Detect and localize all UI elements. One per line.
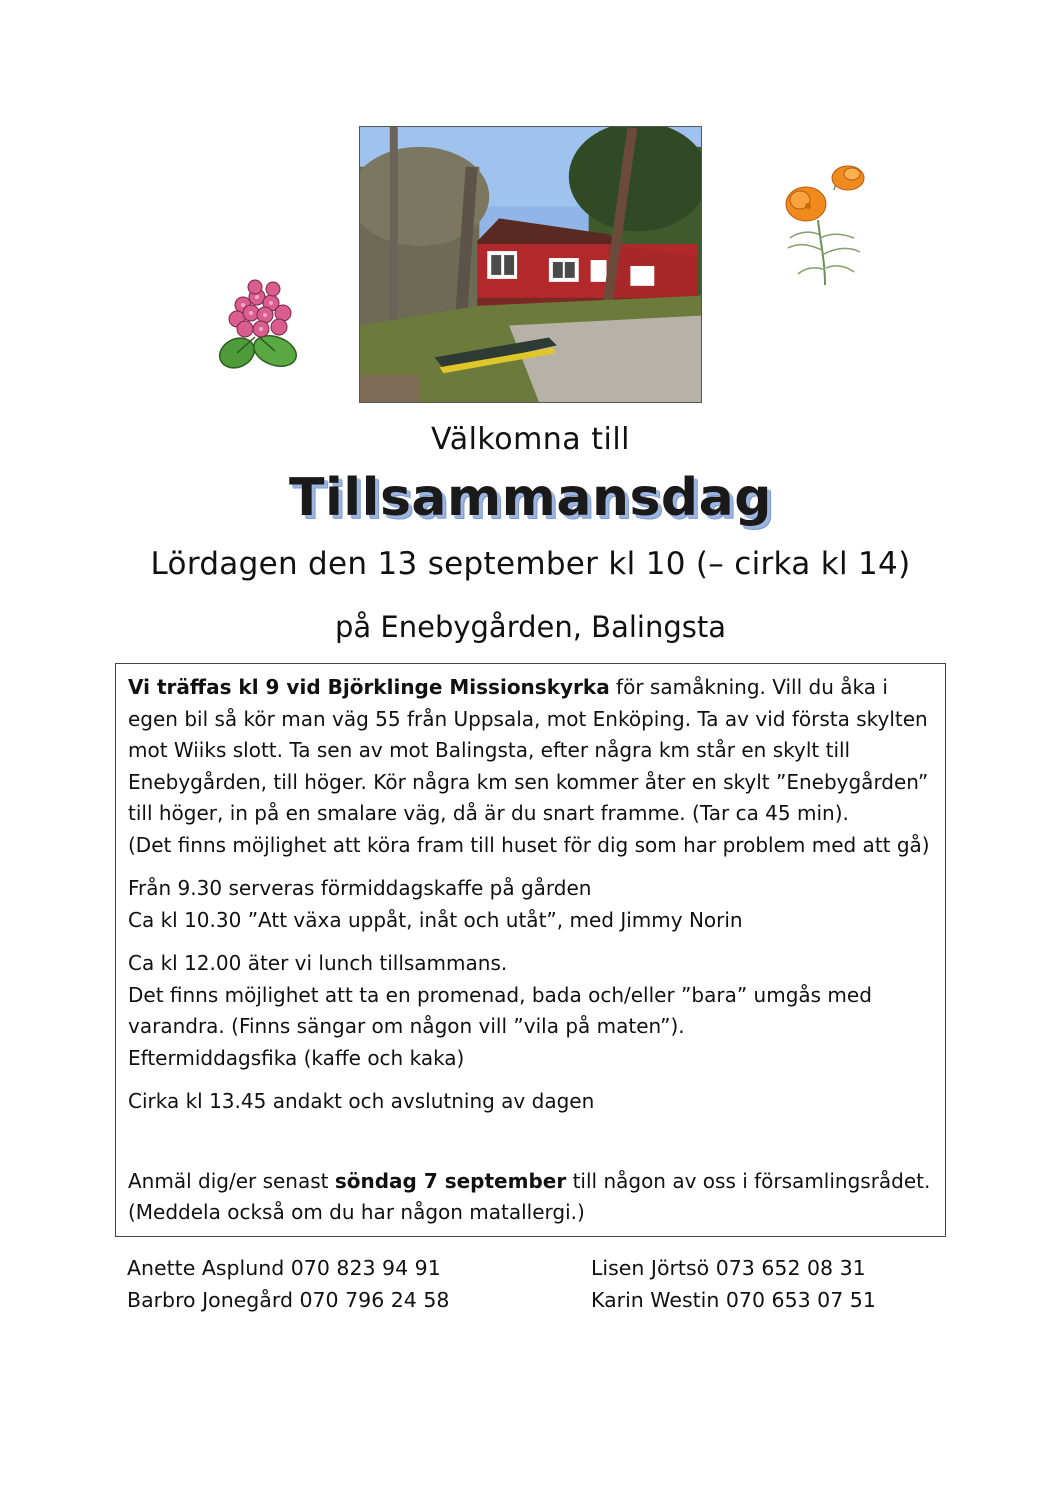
poppy-illustration: [770, 160, 870, 290]
registration-text: Anmäl dig/er senast: [128, 1168, 335, 1193]
coffee-time: Från 9.30 serveras förmiddagskaffe på gården: [128, 876, 592, 900]
closing-time: Cirka kl 13.45 andakt och avslutning av dagen: [128, 1089, 595, 1113]
registration-deadline: söndag 7 september: [334, 1168, 567, 1193]
info-paragraph-registration: [128, 1166, 935, 1229]
hydrangea-illustration: [215, 275, 307, 375]
welcome-heading: Välkomna till: [431, 422, 630, 457]
accessibility-note: (Det finns möjlighet att köra fram till huset för dig som har problem med att gå): [128, 832, 930, 857]
info-paragraph-morning: [128, 873, 935, 936]
contact-lisen: Lisen Jörtsö 073 652 08 31: [591, 1256, 866, 1280]
info-box: [115, 663, 946, 1237]
lunch-time: Ca kl 12.00 äter vi lunch tillsammans.: [128, 951, 508, 975]
info-paragraph-meeting: [128, 672, 935, 861]
contact-anette: Anette Asplund 070 823 94 91: [127, 1256, 441, 1280]
house-photo: [359, 126, 702, 403]
afternoon-coffee: Eftermiddagsfika (kaffe och kaka): [128, 1045, 465, 1070]
info-paragraph-closing: [128, 1086, 935, 1118]
page-title: Tillsammansdag: [289, 468, 772, 528]
activities-text: Det finns möjlighet att ta en promenad, bada och/eller ”bara” umgås med varandra. (Finns sängar om någon vill ”vila på maten”).: [128, 982, 872, 1038]
contact-karin: Karin Westin 070 653 07 51: [591, 1288, 876, 1312]
event-date: Lördagen den 13 september kl 10 (– cirka kl 14): [150, 546, 911, 582]
meeting-point: Vi träffas kl 9 vid Björklinge Missionskyrka: [128, 675, 610, 699]
event-location: på Enebygården, Balingsta: [335, 610, 726, 644]
directions-text: för samåkning. Vill du åka i egen bil så kör man väg 55 från Uppsala, mot Enköping. Ta av vid första skylten mot Wiiks slott. Ta sen av mot Balingsta, efter några km står en skylt till Enebygården, till höger. Kör några km sen kommer åter en skylt ”Enebygården” till höger, in på en smalare väg, då är du snart framme. (Tar ca 45 min).: [128, 675, 929, 825]
allergy-note: (Meddela också om du har någon matallergi.): [128, 1200, 585, 1224]
talk-time: Ca kl 10.30 ”Att växa uppåt, inåt och utåt”, med Jimmy Norin: [128, 907, 743, 932]
info-paragraph-afternoon: [128, 948, 935, 1074]
contact-barbro: Barbro Jonegård 070 796 24 58: [127, 1288, 450, 1312]
registration-text-end: till någon av oss i församlingsrådet.: [566, 1168, 931, 1193]
